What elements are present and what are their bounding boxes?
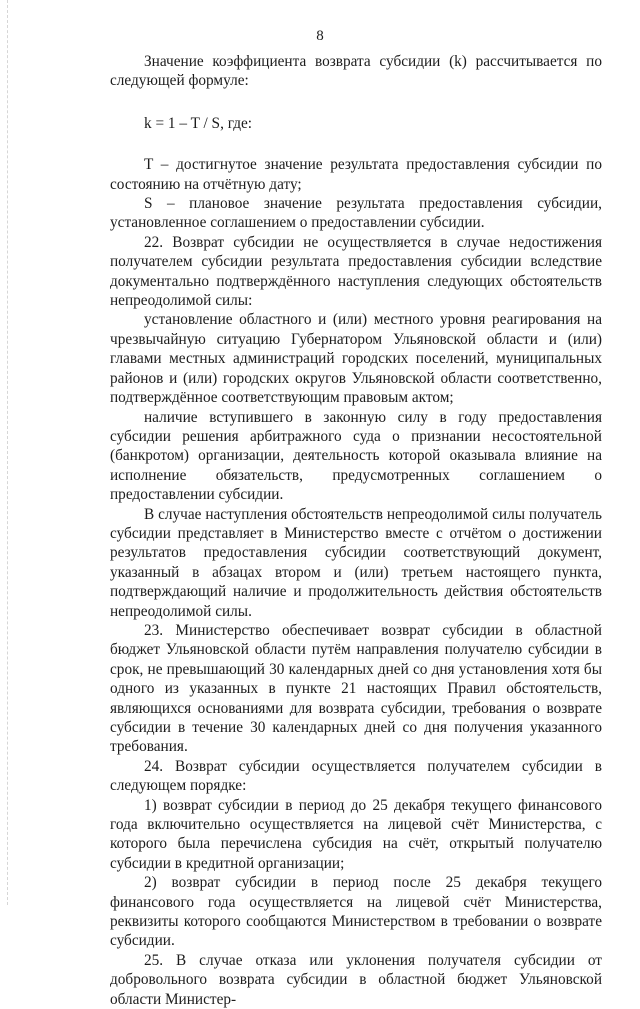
document-body — [110, 52, 602, 1009]
paragraph-22-emergency: установление областного и (или) местного уровня реагирования на чрезвычайную ситуацию Губернатором Ульяновской области и (или) главами местных администраций городских поселений, муниципальных районов и (или) городских округов Ульяновской области соответственно, подтверждённое соответствующим правовым актом; — [110, 311, 602, 407]
formula: k = 1 – T / S, где: — [144, 114, 253, 132]
paragraph-22-bankruptcy: наличие вступившего в законную силу в году предоставления субсидии решения арбитражного суда о признании несостоятельной (банкротом) организации, деятельность которой оказывала влияние на исполнение обязательств, предусмотренных соглашением о предоставлении субсидии. — [110, 408, 602, 504]
paragraph-22: 22. Возврат субсидии не осуществляется в случае недостижения получателем субсидии результата предоставления субсидии вследствие документально подтверждённого наступления следующих обстоятельств непреодолимой силы: — [110, 233, 602, 310]
page-edge-line — [7, 0, 8, 905]
paragraph-formula-intro: Значение коэффициента возврата субсидии (k) рассчитывается по следующей формуле: — [110, 53, 602, 90]
paragraph-23: 23. Министерство обеспечивает возврат субсидии в областной бюджет Ульяновской области путём направления получателю субсидии в срок, не превышающий 30 календарных дней со дня установления хотя бы одного из указанных в пункте 21 настоящих Правил обстоятельств, являющихся основаниями для возврата субсидии, требования о возврате субсидии в течение 30 календарных дней со дня получения указанного требования. — [110, 621, 602, 756]
page-number: 8 — [316, 28, 324, 44]
paragraph-24-item-2: 2) возврат субсидии в период после 25 декабря текущего финансового года осуществляется на лицевой счёт Министерства, реквизиты которого сообщаются Министерством в требовании о возврате субсидии. — [110, 874, 602, 950]
paragraph-25: 25. В случае отказа или уклонения получателя субсидии от добровольного возврата субсидии в областной бюджет Ульяновской области Министер- — [110, 951, 602, 1008]
paragraph-definition-s: S – плановое значение результата предоставления субсидии, установленное соглашением о предоставлении субсидии. — [110, 195, 602, 232]
paragraph-22-force-majeure: В случае наступления обстоятельств непреодолимой силы получатель субсидии представляет в Министерство вместе с отчётом о достижении результатов предоставления субсидии соответствующий документ, указанный в абзацах втором и (или) третьем настоящего пункта, подтверждающий наличие и продолжительность действия обстоятельств непреодолимой силы. — [110, 505, 602, 620]
paragraph-definition-t: T – достигнутое значение результата предоставления субсидии по состоянию на отчётную дату; — [110, 156, 602, 193]
paragraph-24-item-1: 1) возврат субсидии в период до 25 декабря текущего финансового года включительно осуществляется на лицевой счёт Министерства, с которого была перечислена субсидия на счёт, открытый получателю субсидии в кредитной организации; — [110, 796, 602, 872]
paragraph-24: 24. Возврат субсидии осуществляется получателем субсидии в следующем порядке: — [110, 757, 602, 795]
